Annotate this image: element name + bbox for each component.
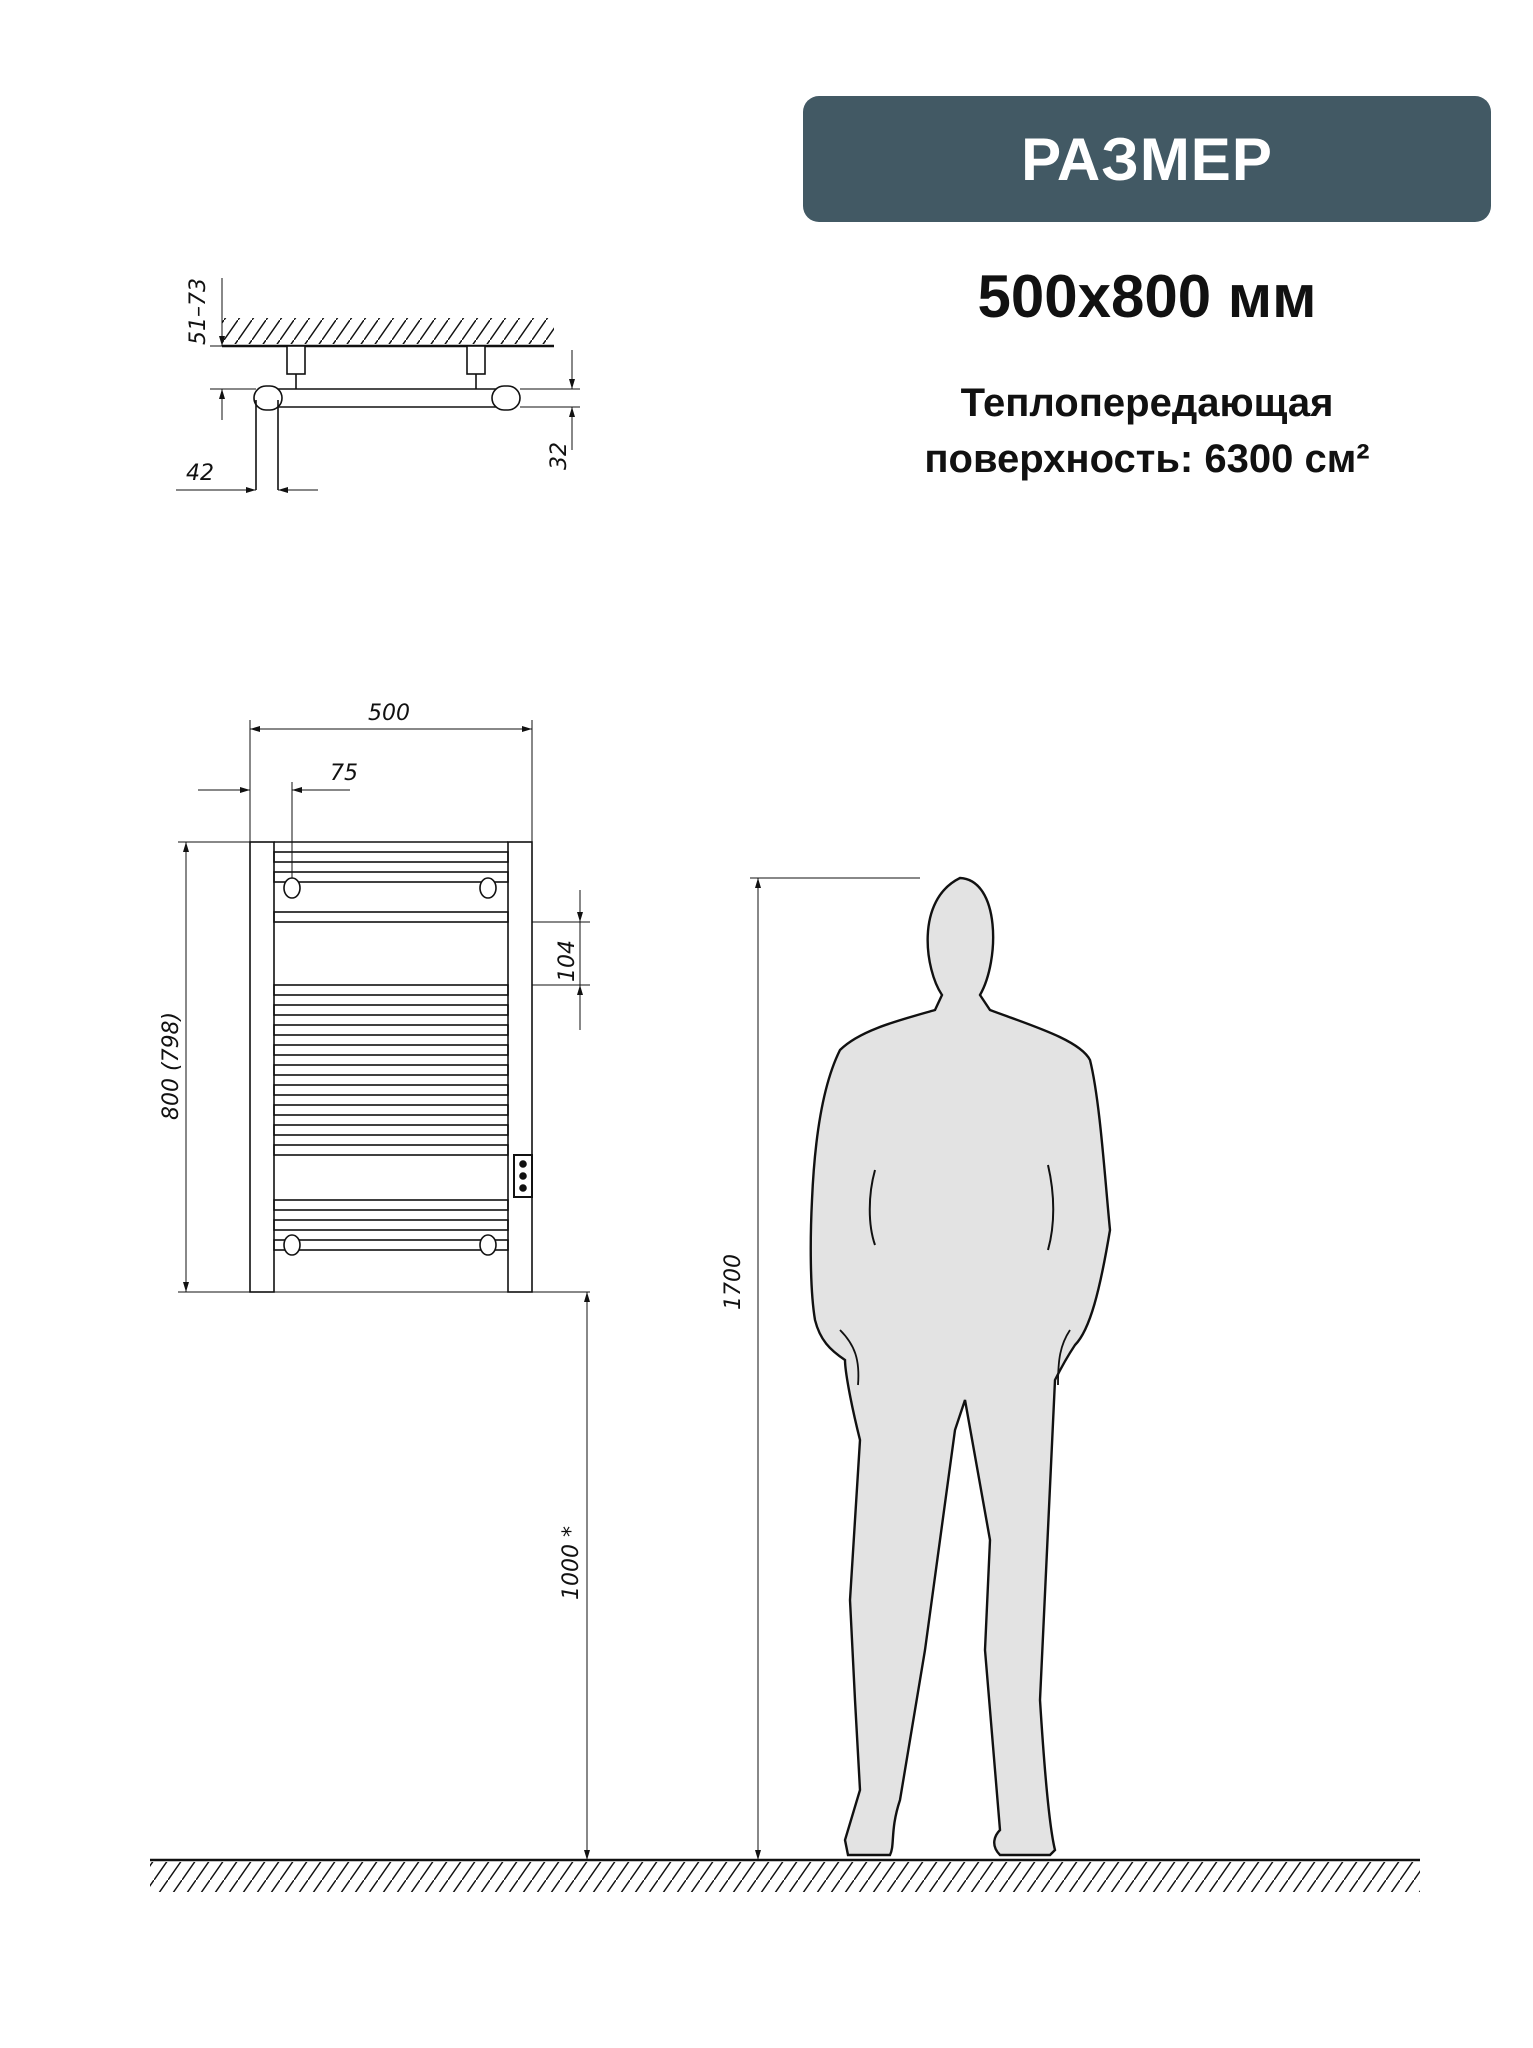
rungs-middle [274,985,508,1155]
dim-mount-depth: 51–73 [186,278,211,345]
rungs-top [274,852,508,922]
bracket-left [287,346,305,374]
mount-top-right [480,878,496,898]
front-view [178,720,590,1860]
mount-bottom-right [480,1235,496,1255]
dim-rail-spacing: 104 [555,940,580,982]
mount-top-left [284,878,300,898]
size-title: 500x800 мм [977,263,1317,330]
dim-connector-offset: 75 [330,761,358,786]
rail-top [256,389,511,407]
dim-side-offset: 42 [186,461,214,486]
rail-end-right [492,386,520,410]
rungs-bottom [274,1200,508,1250]
surface-line-2: поверхность: 6300 см² [924,437,1370,481]
floor [150,1860,1420,1892]
dim-width: 500 [368,701,410,726]
surface-line-1: Теплопередающая [960,381,1334,425]
post-left [250,842,274,1292]
dim-person-height: 1700 [721,1254,746,1310]
mount-bottom-left [284,1235,300,1255]
badge-label: РАЗМЕР [1021,125,1273,193]
dim-pipe-diameter: 32 [547,442,572,470]
person-silhouette [811,878,1110,1855]
bracket-right [467,346,485,374]
wall-hatch [222,318,554,344]
top-view [176,278,580,490]
dim-height: 800 (798) [159,1011,184,1120]
dim-mount-height: 1000 * [559,1526,584,1600]
post-right [508,842,532,1292]
